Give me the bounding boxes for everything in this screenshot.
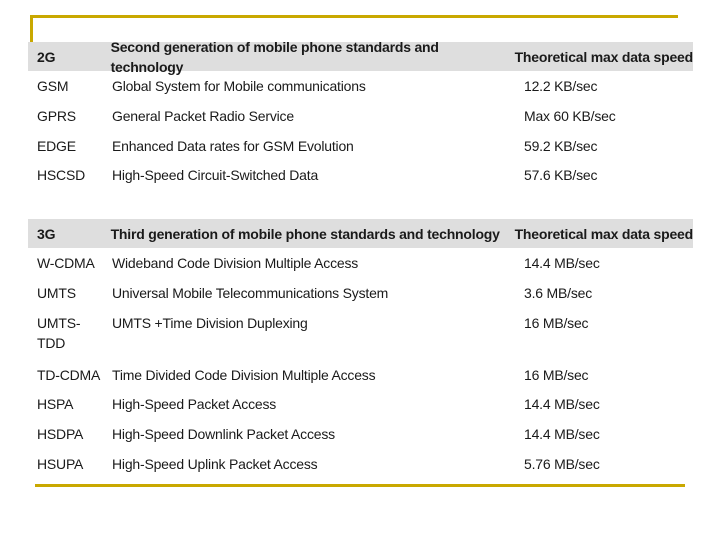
header-code-cell: 3G	[37, 225, 56, 242]
table-row	[28, 71, 693, 101]
standard-description: Wideband Code Division Multiple Access	[112, 255, 359, 271]
table-row	[28, 360, 693, 390]
standard-code: GSM	[37, 78, 69, 94]
standard-code: HSPA	[37, 396, 74, 413]
standard-speed: 59.2 KB/sec	[524, 137, 598, 154]
standard-speed: 57.6 KB/sec	[524, 167, 598, 184]
standard-speed: 14.4 MB/sec	[524, 396, 600, 413]
standard-speed: 12.2 KB/sec	[524, 78, 598, 94]
standard-description: Universal Mobile Telecommunications System	[112, 284, 389, 301]
standard-speed: Max 60 KB/sec	[524, 107, 616, 124]
standard-description: High-Speed Packet Access	[112, 396, 277, 413]
standard-description: High-Speed Uplink Packet Access	[112, 455, 318, 472]
standard-speed: 14.4 MB/sec	[524, 426, 600, 443]
table-row	[28, 248, 693, 278]
header-speed-cell: Theoretical max data speed	[514, 225, 693, 242]
standard-description: Time Divided Code Division Multiple Access	[112, 366, 376, 383]
standard-code: UMTS	[37, 284, 76, 301]
slide-frame-left-rule	[30, 15, 33, 45]
standard-code: HSDPA	[37, 426, 84, 443]
table-row	[28, 101, 693, 131]
table-row	[28, 389, 693, 419]
table-row	[28, 131, 693, 161]
standard-description: Global System for Mobile communications	[112, 78, 366, 94]
table-row	[28, 308, 693, 360]
standard-code: HSUPA	[37, 455, 84, 472]
table-3g-header-row	[28, 219, 693, 248]
standard-speed: 16 MB/sec	[524, 314, 589, 331]
header-description-cell: Second generation of mobile phone standards and technology	[110, 38, 439, 75]
slide-frame-top-rule	[30, 15, 678, 18]
standard-speed: 5.76 MB/sec	[524, 455, 600, 472]
standard-code: HSCSD	[37, 167, 86, 184]
standard-code: GPRS	[37, 107, 76, 124]
standard-code: EDGE	[37, 137, 76, 154]
slide-frame-bottom-rule	[35, 484, 685, 487]
standard-description: General Packet Radio Service	[112, 107, 294, 124]
table-row	[28, 419, 693, 449]
standard-speed: 14.4 MB/sec	[524, 255, 600, 271]
standard-speed: 16 MB/sec	[524, 366, 589, 383]
standard-speed: 3.6 MB/sec	[524, 284, 593, 301]
standard-description: Enhanced Data rates for GSM Evolution	[112, 137, 354, 154]
table-row	[28, 449, 693, 479]
standard-code: W-CDMA	[37, 255, 95, 271]
table-3g-standards	[28, 219, 693, 479]
standard-code: TD-CDMA	[37, 366, 101, 383]
table-2g-standards	[28, 38, 693, 190]
header-speed-cell: Theoretical max data speed	[514, 48, 693, 65]
standard-description: High-Speed Downlink Packet Access	[112, 426, 335, 443]
table-row	[28, 160, 693, 190]
standard-description: UMTS +Time Division Duplexing	[112, 314, 308, 331]
header-code-cell: 2G	[37, 48, 56, 65]
table-2g-header-row	[28, 38, 693, 75]
table-row	[28, 278, 693, 308]
standard-description: High-Speed Circuit-Switched Data	[112, 167, 319, 184]
header-description-cell: Third generation of mobile phone standards and technology	[110, 225, 500, 242]
standard-code: UMTS- TDD	[37, 314, 81, 351]
